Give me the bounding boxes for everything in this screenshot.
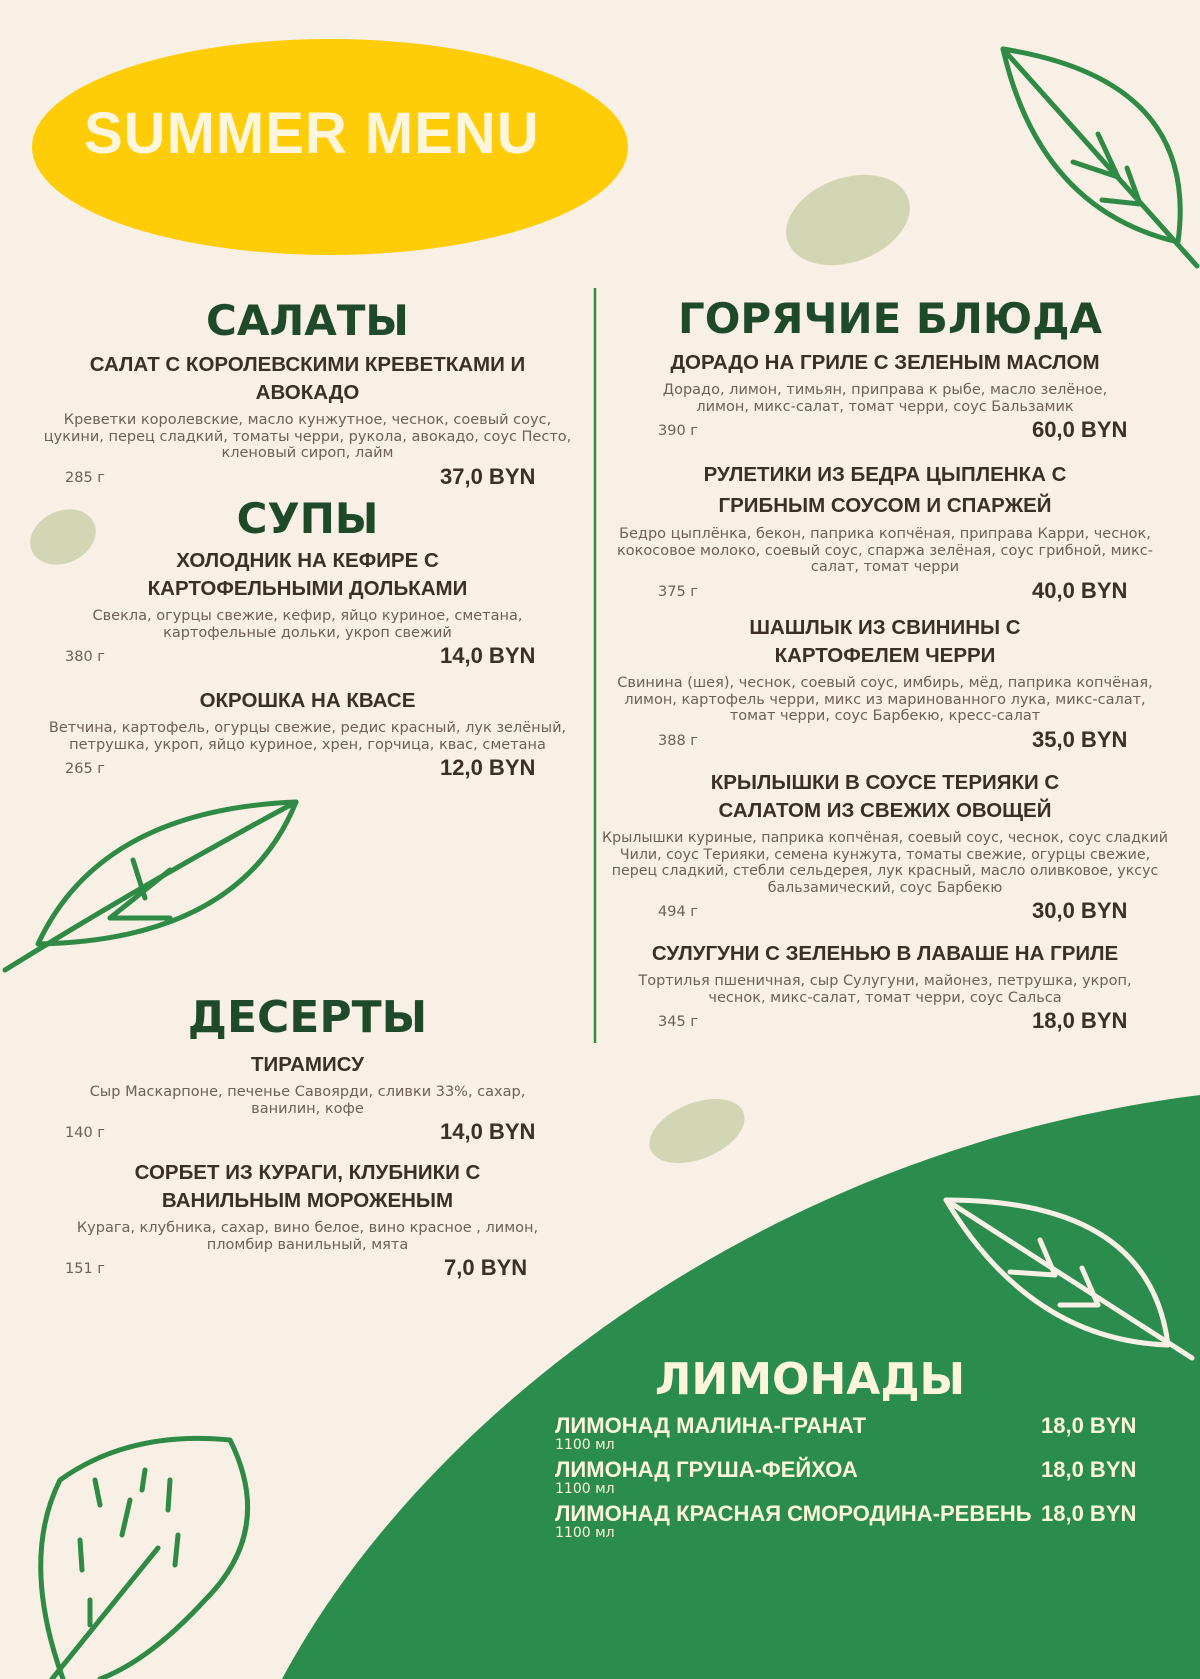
lemonade-price: 18,0 BYN — [1041, 1501, 1137, 1526]
lemonade-item — [555, 1457, 1135, 1501]
item-footer — [600, 898, 1170, 924]
item-name: РУЛЕТИКИ ИЗ БЕДРА ЦЫПЛЕНКА С ГРИБНЫМ СОУСОМ И СПАРЖЕЙ — [703, 463, 1067, 517]
menu-item — [30, 687, 585, 781]
item-footer — [30, 1255, 585, 1281]
lemonade-volume: 1100 мл — [555, 1437, 615, 1453]
item-description: Бедро цыплёнка, бекон, паприка копчёная, приправа Карри, чеснок, кокосовое молоко, соевый соус, спаржа зелёная, соус грибной, микс-салат, томат черри — [617, 526, 1153, 575]
menu-item — [30, 1159, 585, 1281]
lemonade-item — [555, 1413, 1135, 1457]
menu-item — [600, 940, 1170, 1034]
item-weight: 494 г — [658, 904, 698, 920]
blob-top — [773, 159, 922, 282]
item-footer — [30, 755, 585, 781]
lemonade-name: ЛИМОНАД ГРУША-ФЕЙХОА — [555, 1457, 858, 1482]
item-description: Креветки королевские, масло кунжутное, чеснок, соевый соус, цукини, перец сладкий, томаты черри, рукола, авокадо, соус Песто, кленовый сироп, лайм — [43, 412, 572, 461]
blob-middle — [640, 1086, 754, 1175]
item-weight: 151 г — [65, 1261, 105, 1277]
item-price: 18,0 BYN — [1032, 1008, 1128, 1033]
item-description: Свекла, огурцы свежие, кефир, яйцо куриное, сметана, картофельные дольки, укроп свежий — [92, 608, 523, 641]
item-price: 14,0 BYN — [440, 643, 536, 668]
item-name: ОКРОШКА НА КВАСЕ — [199, 689, 416, 712]
menu-item — [600, 769, 1170, 924]
lemonade-price: 18,0 BYN — [1041, 1413, 1137, 1438]
item-name: САЛАТ С КОРОЛЕВСКИМИ КРЕВЕТКАМИ И АВОКАДО — [89, 353, 526, 404]
lemonade-volume: 1100 мл — [555, 1481, 615, 1497]
item-weight: 390 г — [658, 423, 698, 439]
item-description: Свинина (шея), чеснок, соевый соус, имбирь, мёд, паприка копчёная, лимон, картофель черри, микс из маринованного лука, микс-салат, томат черри, соус Барбекю, кресс-салат — [617, 675, 1153, 724]
item-name: СУЛУГУНИ С ЗЕЛЕНЬЮ В ЛАВАШЕ НА ГРИЛЕ — [651, 942, 1119, 965]
item-price: 30,0 BYN — [1032, 898, 1128, 923]
menu-item — [600, 459, 1170, 604]
item-weight: 380 г — [65, 649, 105, 665]
leaf-middle-left-icon — [5, 802, 296, 970]
item-name: СОРБЕТ ИЗ КУРАГИ, КЛУБНИКИ С ВАНИЛЬНЫМ МОРОЖЕНЫМ — [134, 1161, 481, 1212]
item-price: 7,0 BYN — [444, 1255, 528, 1280]
item-price: 35,0 BYN — [1032, 726, 1128, 752]
desserts-heading: ДЕСЕРТЫ — [187, 992, 428, 1043]
menu-item — [600, 614, 1170, 753]
item-footer — [30, 1119, 585, 1145]
item-weight: 285 г — [65, 469, 105, 486]
item-price: 60,0 BYN — [1032, 417, 1128, 442]
item-weight: 388 г — [658, 732, 698, 749]
menu-item — [30, 351, 585, 490]
menu-item — [30, 1051, 585, 1145]
item-weight: 345 г — [658, 1014, 698, 1030]
lemonades-heading: ЛИМОНАДЫ — [654, 1354, 966, 1405]
lemonade-item — [555, 1501, 1135, 1545]
item-name: ШАШЛЫК ИЗ СВИНИНЫ С КАРТОФЕЛЕМ ЧЕРРИ — [749, 616, 1021, 667]
item-footer — [600, 417, 1170, 443]
item-weight: 265 г — [65, 761, 105, 777]
item-footer — [600, 1008, 1170, 1034]
soups-heading: СУПЫ — [236, 494, 379, 543]
item-weight: 140 г — [65, 1125, 105, 1141]
item-description: Дорадо, лимон, тимьян, приправа к рыбе, масло зелёное, лимон, микс-салат, томат черри, соус Бальзамик — [662, 382, 1108, 415]
item-footer — [30, 464, 585, 490]
lemonade-volume: 1100 мл — [555, 1525, 615, 1541]
item-price: 40,0 BYN — [1032, 577, 1128, 603]
item-price: 37,0 BYN — [440, 463, 536, 489]
menu-item — [30, 547, 585, 669]
hot-dishes-heading: ГОРЯЧИЕ БЛЮДА — [677, 294, 1103, 343]
item-name: ХОЛОДНИК НА КЕФИРЕ С КАРТОФЕЛЬНЫМИ ДОЛЬКАМИ — [147, 549, 468, 600]
lemonade-price: 18,0 BYN — [1041, 1457, 1137, 1482]
item-description: Ветчина, картофель, огурцы свежие, редис красный, лук зелёный, петрушка, укроп, яйцо куриное, хрен, горчица, квас, сметана — [48, 720, 567, 753]
item-name: КРЫЛЫШКИ В СОУСЕ ТЕРИЯКИ С САЛАТОМ ИЗ СВЕЖИХ ОВОЩЕЙ — [710, 771, 1060, 822]
item-price: 14,0 BYN — [440, 1119, 536, 1144]
item-footer — [600, 578, 1170, 604]
lemonade-name: ЛИМОНАД КРАСНАЯ СМОРОДИНА-РЕВЕНЬ — [555, 1501, 1032, 1526]
item-description: Тортилья пшеничная, сыр Сулугуни, майонез, петрушка, укроп, чеснок, микс-салат, томат черри, соус Сальса — [638, 973, 1132, 1006]
salads-heading: САЛАТЫ — [206, 296, 409, 345]
item-footer — [600, 727, 1170, 753]
item-description: Крылышки куриные, паприка копчёная, соевый соус, чеснок, соус сладкий Чили, соус Терияки, семена кунжута, томаты свежие, огурцы свежие, перец сладкий, стебли сельдерея, лук красный, масло оливковое, уксус бальзамический, соус Барбекю — [602, 830, 1168, 896]
leaf-bottom-left-icon — [41, 1438, 248, 1679]
menu-item — [600, 349, 1170, 443]
leaf-top-right-icon — [1003, 49, 1197, 266]
menu-title: SUMMER MENU — [84, 101, 540, 166]
item-name: ТИРАМИСУ — [250, 1053, 365, 1076]
item-weight: 375 г — [658, 583, 698, 600]
item-name: ДОРАДО НА ГРИЛЕ С ЗЕЛЕНЫМ МАСЛОМ — [670, 351, 1100, 374]
item-price: 12,0 BYN — [440, 755, 536, 780]
item-footer — [30, 643, 585, 669]
item-description: Сыр Маскарпоне, печенье Савоярди, сливки 33%, сахар, ванилин, кофе — [89, 1084, 526, 1117]
lemonade-name: ЛИМОНАД МАЛИНА-ГРАНАТ — [555, 1413, 867, 1438]
item-description: Курага, клубника, сахар, вино белое, вино красное , лимон, пломбир ванильный, мята — [76, 1220, 539, 1253]
